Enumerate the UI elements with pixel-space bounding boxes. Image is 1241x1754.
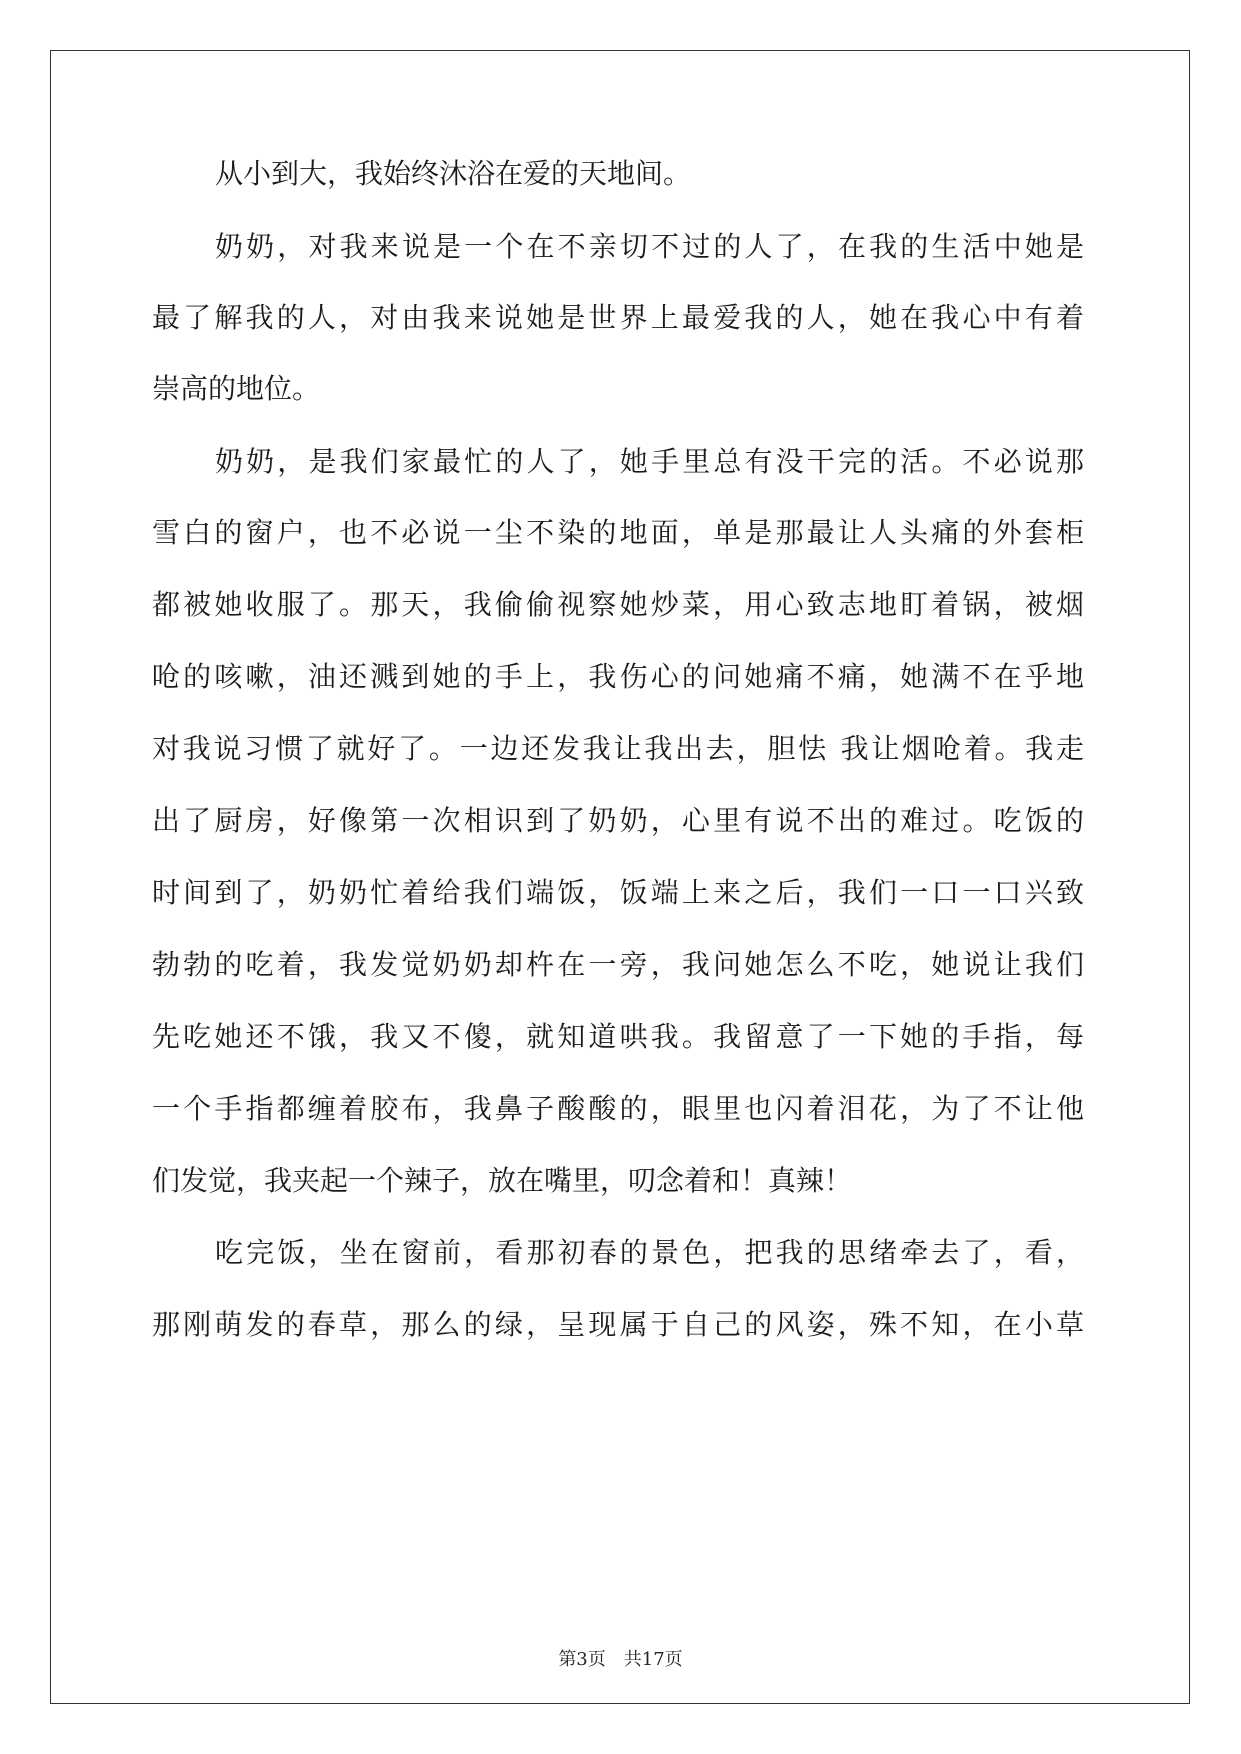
paragraph-line: 吃完饭，坐在窗前，看那初春的景色，把我的思绪牵去了，看， xyxy=(215,1236,1084,1269)
page-number-current: 第3页 xyxy=(558,1649,606,1670)
paragraph-line: 崇高的地位。 xyxy=(152,372,321,405)
paragraph-line: 都被她收服了。那天，我偷偷视察她炒菜，用心致志地盯着锅，被烟 xyxy=(152,588,1084,621)
paragraph-line: 奶奶，对我来说是一个在不亲切不过的人了，在我的生活中她是 xyxy=(215,230,1084,263)
paragraph-line: 们发觉，我夹起一个辣子，放在嘴里，叨念着和！真辣！ xyxy=(152,1164,853,1197)
paragraph-line: 从小到大，我始终沐浴在爱的天地间。 xyxy=(215,157,692,190)
paragraph-line: 先吃她还不饿，我又不傻，就知道哄我。我留意了一下她的手指，每 xyxy=(152,1020,1084,1053)
paragraph-line: 对我说习惯了就好了。一边还发我让我出去，胆怯 我让烟呛着。我走 xyxy=(152,732,1084,765)
paragraph-line: 最了解我的人，对由我来说她是世界上最爱我的人，她在我心中有着 xyxy=(152,301,1084,334)
paragraph-line: 那刚萌发的春草，那么的绿，呈现属于自己的风姿，殊不知，在小草 xyxy=(152,1308,1084,1341)
page-footer xyxy=(0,1648,1241,1672)
paragraph-line: 一个手指都缠着胶布，我鼻子酸酸的，眼里也闪着泪花，为了不让他 xyxy=(152,1092,1084,1125)
paragraph-line: 呛的咳嗽，油还溅到她的手上，我伤心的问她痛不痛，她满不在乎地 xyxy=(152,660,1084,693)
page-number-total: 共17页 xyxy=(623,1649,683,1670)
paragraph-line: 时间到了，奶奶忙着给我们端饭，饭端上来之后，我们一口一口兴致 xyxy=(152,876,1084,909)
paragraph-line: 雪白的窗户，也不必说一尘不染的地面，单是那最让人头痛的外套柜 xyxy=(152,516,1084,549)
paragraph-line: 出了厨房，好像第一次相识到了奶奶，心里有说不出的难过。吃饭的 xyxy=(152,804,1084,837)
paragraph-line: 奶奶，是我们家最忙的人了，她手里总有没干完的活。不必说那 xyxy=(215,445,1084,478)
paragraph-line: 勃勃的吃着，我发觉奶奶却杵在一旁，我问她怎么不吃，她说让我们 xyxy=(152,948,1084,981)
